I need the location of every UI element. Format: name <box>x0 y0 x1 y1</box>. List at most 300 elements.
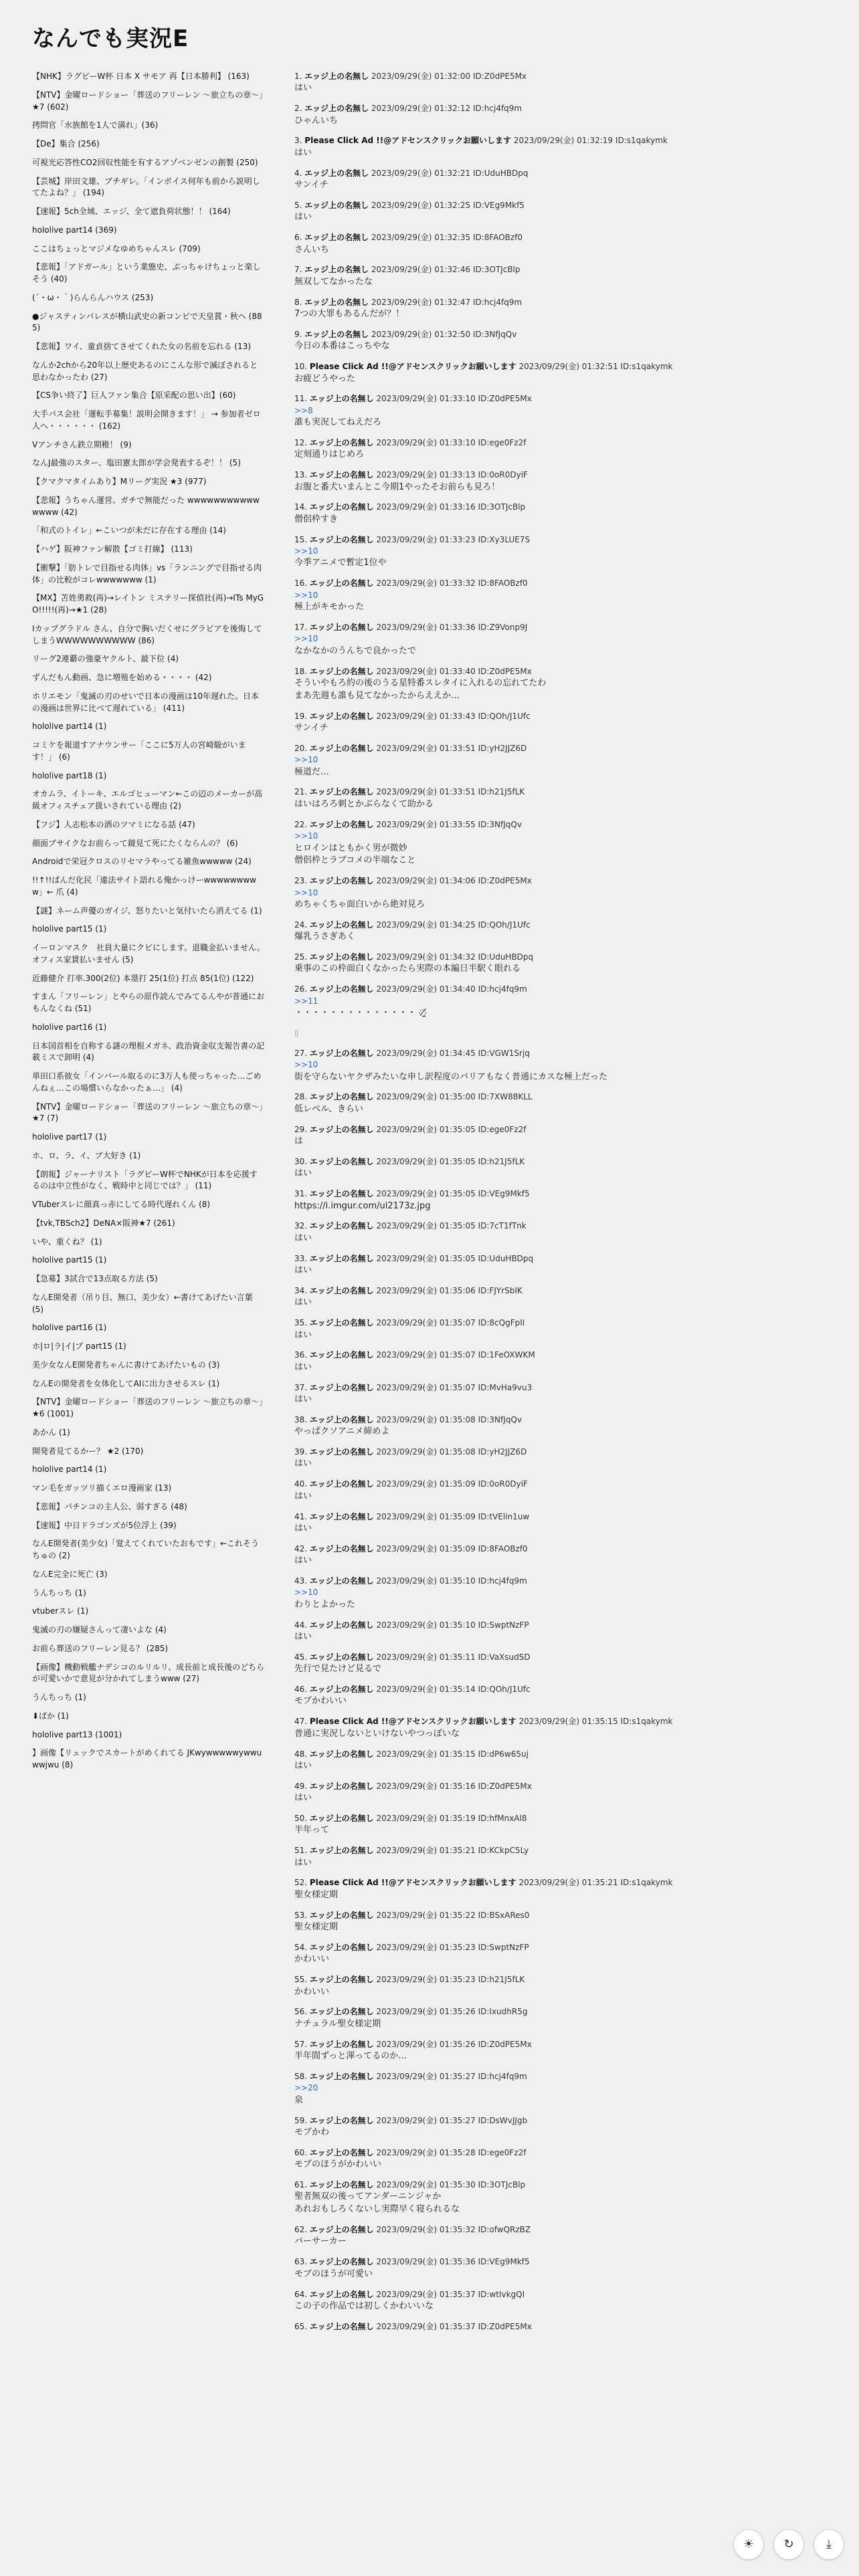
thread-link[interactable]: 【芸城】岸田文雄、ブチギレ。「インボイス何年も前から説明してたよね？」 (194) <box>32 176 260 198</box>
post-id[interactable]: ID:QOh/J1Ufc <box>478 711 531 721</box>
thread-link[interactable]: 「和式のトイレ」←こいつが未だに存在する理由 (14) <box>32 526 226 536</box>
post-number[interactable]: 2. <box>294 104 302 114</box>
post-number[interactable]: 11. <box>294 394 308 404</box>
post-number[interactable]: 30. <box>294 1156 308 1166</box>
reload-button[interactable] <box>773 2529 804 2560</box>
post-id[interactable]: ID:QOh/J1Ufc <box>478 1685 531 1695</box>
thread-link[interactable]: 日本国首相を自称する謎の理根メガネ、政治資金収支報告書の記載ミスで卸明 (4) <box>32 1041 265 1063</box>
thread-link[interactable]: !!↑!!ぱんだ化民「違法サイト語れる俺かっけーwwwwwwwww」← 爪 (4) <box>32 875 256 897</box>
post <box>294 469 830 494</box>
thread-link[interactable]: なんE開発者（吊り目、無口、美少女）←書けてあげたい言葉 (5) <box>32 1292 253 1314</box>
thread-link[interactable]: 【速報】中日ドラゴンズが5位浮上 (39) <box>32 1520 177 1530</box>
post-header <box>294 984 830 995</box>
thread-link[interactable]: すまん「フリーレン」とやらの原作読んでみてるんやが普通におもんなくね (51) <box>32 992 264 1013</box>
thread-link[interactable]: hololive part15 (1) <box>32 924 107 934</box>
thread-link[interactable]: 【衝撃】「肪トレで目指せる肉体」vs「ランニングで目指せる肉体」の比較がコレwwwwwww (1) <box>32 562 262 584</box>
post-number[interactable]: 53. <box>294 1910 308 1920</box>
post-number[interactable]: 23. <box>294 876 308 886</box>
thread-list-item <box>32 1041 265 1065</box>
thread-link[interactable]: 【NTV】金曜ロードショー「葬送のフリーレン ～旅立ちの章～」★7 (602) <box>32 90 264 112</box>
thread-link[interactable]: hololive part14 (369) <box>32 225 117 235</box>
reply-anchor-link[interactable]: >>10 <box>294 546 318 556</box>
thread-link[interactable]: 【NTV】金曜ロードショー「葬送のフリーレン ～旅立ちの章～」★7 (7) <box>32 1101 264 1123</box>
post-id[interactable]: ID:UduHBDpq <box>478 952 534 962</box>
thread-list-item <box>32 243 265 255</box>
thread-link[interactable]: なんか2chから20年以上歴史あるのにこんな形で滅ぼされると思わなかったわ (27) <box>32 360 258 382</box>
post-number[interactable]: 19. <box>294 711 308 721</box>
post-date: 2023/09/29(金) 01:32:19 <box>513 136 613 146</box>
thread-link[interactable]: 【朗報】ジャーナリスト「ラグビーW杯でNHKが日本を応援するのは中立性がなく、戦時中と同じでは？」 (11) <box>32 1169 258 1191</box>
post <box>294 1845 830 1869</box>
thread-link[interactable]: hololive part17 (1) <box>32 1132 107 1142</box>
thread-link[interactable]: なんJ最強のスター、塩田憲太郎が学会発表するぞ！！ (5) <box>32 458 241 468</box>
post-id[interactable]: ID:s1qakymk <box>620 1717 673 1727</box>
thread-link[interactable]: オカムラ、イトーキ、エルゴヒューマン←この辺のメーカーが高級オフィスチェア扱いされている理由 (2) <box>32 789 263 811</box>
thread-link[interactable]: なんE開発者(美少女)「覚えてくれていたおもです」←これそうちゅの (2) <box>32 1539 260 1560</box>
post-id[interactable]: ID:IxudhR5g <box>478 2007 528 2017</box>
thread-link[interactable]: (´・ω・｀)らんらんハウス (253) <box>32 292 154 302</box>
thread-link[interactable]: ⬇ぱか (1) <box>32 1711 69 1721</box>
post-id[interactable]: ID:VEg9Mkf5 <box>478 2257 530 2267</box>
post-id[interactable]: ID:3OTJcBlp <box>478 2179 526 2189</box>
post-number[interactable]: 37. <box>294 1382 308 1392</box>
reply-anchor-link[interactable]: >>10 <box>294 1588 318 1598</box>
post-id[interactable]: ID:SwptNzFP <box>478 1942 529 1952</box>
post-date: 2023/09/29(金) 01:35:26 <box>376 2007 476 2017</box>
post-id[interactable]: ID:s1qakymk <box>615 136 668 146</box>
post-date: 2023/09/29(金) 01:32:46 <box>371 265 471 275</box>
post-id[interactable]: ID:8FAOBzf0 <box>478 578 528 588</box>
post-header <box>294 1942 830 1953</box>
post-number[interactable]: 60. <box>294 2147 308 2157</box>
post-number[interactable]: 4. <box>294 168 302 178</box>
post-body: ナチュラル聖女様定期 <box>294 2018 381 2029</box>
post-id[interactable]: ID:3OTJcBlp <box>478 502 526 512</box>
post-date: 2023/09/29(金) 01:33:13 <box>376 470 476 480</box>
post-id[interactable]: ID:1FeOXWKM <box>478 1350 535 1360</box>
thread-link[interactable]: VTuberスレに顔真っ赤にしてる時代遅れくん (8) <box>32 1200 211 1209</box>
thread-link[interactable]: hololive part16 (1) <box>32 1022 107 1032</box>
post-number[interactable]: 6. <box>294 233 302 243</box>
thread-link[interactable]: 】画像【リュックでスカートがめくれてる JKwywwwwwywwuwwjwu (8) <box>32 1748 262 1769</box>
post-id[interactable]: ID:Xy3LUE7S <box>478 534 531 544</box>
thread-link[interactable]: ホリエモン「鬼滅の刃のせいで日本の漫画は10年遅れた。日本の漫画は世界に比べて遅れている」 (411) <box>32 691 260 713</box>
post-header <box>294 1156 830 1168</box>
post-author: エッジ上の名無し <box>304 104 369 114</box>
reply-anchor-link[interactable]: >>10 <box>294 831 318 841</box>
thread-link[interactable]: 単田口系彼女「インバール取るのに3万人も使っちゃった…ごめんねぇ…この場慣いらなかったぁ…」 (4) <box>32 1071 262 1093</box>
post-number[interactable]: 22. <box>294 819 308 829</box>
post-header <box>294 920 830 931</box>
post-author: エッジ上の名無し <box>304 200 369 210</box>
post-date: 2023/09/29(金) 01:33:43 <box>376 711 476 721</box>
thread-link[interactable]: 美少女なんE開発者ちゃんに書けてあげたいもの (3) <box>32 1360 220 1370</box>
post-id[interactable]: ID:UduHBDpq <box>472 168 529 178</box>
post-number[interactable]: 24. <box>294 920 308 930</box>
post-number[interactable]: 20. <box>294 743 308 753</box>
post-number[interactable]: 43. <box>294 1576 308 1586</box>
post-number[interactable]: 39. <box>294 1447 308 1457</box>
post-author: エッジ上の名無し <box>304 265 369 275</box>
thread-link[interactable]: hololive part15 (1) <box>32 1255 107 1265</box>
thread-link[interactable]: なんE完全に死亡 (3) <box>32 1569 108 1579</box>
thread-link[interactable]: 【謎】ネーム声優のガイジ、怒りたいと気付いたら消えてる (1) <box>32 905 262 916</box>
post-number[interactable]: 54. <box>294 1942 308 1952</box>
thread-list-item <box>32 544 265 556</box>
thread-link[interactable]: 【ハゲ】阪神ファン解散【ゴミ打線】 (113) <box>32 544 193 554</box>
thread-link[interactable]: 【CS争い終了】巨人ファン集合【原采配の思い出】(60) <box>32 391 236 401</box>
post-body: はい <box>294 1523 312 1533</box>
post-id[interactable]: ID:h21J5fLK <box>478 1156 525 1166</box>
scroll-bottom-button[interactable] <box>814 2529 844 2560</box>
post-id[interactable]: ID:tVElin1uw <box>478 1511 530 1521</box>
theme-toggle-button[interactable] <box>733 2529 764 2560</box>
post-header <box>294 786 830 798</box>
post-author: エッジ上の名無し <box>309 2179 374 2189</box>
thread-link[interactable]: 【クマクマタイムあり】Mリーグ実況 ★3 (977) <box>32 477 207 486</box>
post-id[interactable]: ID:SwptNzFP <box>478 1620 529 1630</box>
post-date: 2023/09/29(金) 01:35:09 <box>376 1511 476 1521</box>
post-number[interactable]: 36. <box>294 1350 308 1360</box>
post-id[interactable]: ID:UduHBDpq <box>478 1253 534 1263</box>
post-id[interactable]: ID:BSxARes0 <box>478 1910 530 1920</box>
post-date: 2023/09/29(金) 01:35:05 <box>376 1221 476 1231</box>
post-id[interactable]: ID:s1qakymk <box>620 362 673 372</box>
post-number[interactable]: 13. <box>294 470 308 480</box>
thread-link[interactable]: リーグ2連覇の強豪ヤクルト、最下位 (4) <box>32 654 179 664</box>
thread-link[interactable]: 【悲報】「アドガール」という業態史、ぶっちゃけちょっと楽しそう (40) <box>32 262 261 284</box>
post-number[interactable]: 29. <box>294 1124 308 1134</box>
post-number[interactable]: 1. <box>294 72 302 81</box>
post-id[interactable]: ID:ege0Fz2f <box>478 437 527 447</box>
thread-link[interactable]: hololive part14 (1) <box>32 722 107 732</box>
post-id[interactable]: ID:h21J5fLK <box>478 1975 525 1985</box>
post-id[interactable]: ID:0oR0DyiF <box>478 1479 528 1489</box>
post-id[interactable]: ID:Z9Vonp9J <box>478 622 528 632</box>
post-number[interactable]: 28. <box>294 1092 308 1102</box>
post-number[interactable]: 38. <box>294 1414 308 1424</box>
post-id[interactable]: ID:hcj4fq9m <box>472 104 522 114</box>
post-id[interactable]: ID:ege0Fz2f <box>478 1124 527 1134</box>
reply-anchor-link[interactable]: >>10 <box>294 887 318 897</box>
post-id[interactable]: ID:8FAOBzf0 <box>472 233 523 243</box>
post <box>294 2006 830 2030</box>
thread-link[interactable]: ホ|ロ|ラ|イ|ブ part15 (1) <box>32 1341 126 1351</box>
thread-link[interactable]: hololive part16 (1) <box>32 1323 107 1333</box>
thread-list-item <box>32 1378 265 1390</box>
post-number[interactable]: 35. <box>294 1318 308 1328</box>
post-header <box>294 1285 830 1297</box>
post <box>294 103 830 127</box>
post-header <box>294 952 830 963</box>
reply-anchor-link[interactable]: >>20 <box>294 2083 318 2093</box>
thread-link[interactable]: 【悲報】パチンコの主人公、弱すぎる (48) <box>32 1501 187 1511</box>
post-header <box>294 2256 830 2268</box>
post-number[interactable]: 59. <box>294 2115 308 2125</box>
thread-link[interactable]: 【De】集合 (256) <box>32 139 100 148</box>
thread-link[interactable]: 可視光応答性CO2回収性能を有するアゾベンゼンの創製 (250) <box>32 157 258 167</box>
thread-list-item <box>32 1341 265 1353</box>
post-number[interactable]: 56. <box>294 2007 308 2017</box>
post-number[interactable]: 51. <box>294 1846 308 1856</box>
thread-link[interactable]: 【急募】3試合で13点取る方法 (5) <box>32 1274 158 1283</box>
thread-link[interactable]: あかん (1) <box>32 1427 70 1437</box>
post-number[interactable]: 14. <box>294 502 308 512</box>
post-id[interactable]: ID:Z0dPE5Mx <box>478 2321 532 2331</box>
post-number[interactable]: 45. <box>294 1652 308 1662</box>
thread-link[interactable]: 【NTV】金曜ロードショー「葬送のフリーレン ～旅立ちの章～」★6 (1001) <box>32 1397 264 1418</box>
post-author: Please Click Ad !!@アドセンスクリックお願いします <box>309 1878 516 1888</box>
thread-link[interactable]: Vアンチさん鉄立期稚！ (9) <box>32 439 132 449</box>
post-author: エッジ上の名無し <box>309 1814 374 1824</box>
post <box>294 2071 830 2107</box>
post-header <box>294 1382 830 1394</box>
reply-anchor-link[interactable]: >>11 <box>294 996 318 1006</box>
thread-link[interactable]: vtuberスレ (1) <box>32 1606 89 1616</box>
post-body: かわいい <box>294 1986 330 1997</box>
thread-list-item <box>32 1322 265 1334</box>
thread-list-item <box>32 1237 265 1249</box>
post-id[interactable]: ID:3NfJqQv <box>472 329 517 339</box>
reply-anchor-link[interactable]: >>10 <box>294 590 318 600</box>
thread-link[interactable]: 【速報】5ch全域、エッジ、全て遮負荷状態！！ (164) <box>32 207 231 216</box>
post-number[interactable]: 27. <box>294 1048 308 1058</box>
thread-link[interactable]: 近藤健介 打率.300(2位) 本塁打 25(1位) 打点 85(1位) (122) <box>32 973 254 983</box>
post-number[interactable]: 16. <box>294 578 308 588</box>
post-header <box>294 1877 830 1889</box>
post-header <box>294 393 830 405</box>
post-body: はい <box>294 1555 312 1566</box>
post-number[interactable]: 3. <box>294 136 302 146</box>
post-number[interactable]: 12. <box>294 437 308 447</box>
post-number[interactable]: 58. <box>294 2071 308 2081</box>
post-header <box>294 1813 830 1824</box>
thread-link[interactable]: ●ジャスティンパレスが横山武史の新コンビで天皇賞・秋へ (885) <box>32 311 262 333</box>
reply-anchor-link[interactable]: >>8 <box>294 405 313 415</box>
post-author: エッジ上の名無し <box>309 1975 374 1985</box>
post <box>294 502 830 526</box>
post-author: エッジ上の名無し <box>309 2115 374 2125</box>
thread-link[interactable]: ホ、ロ、ラ、イ、ブ大好き (1) <box>32 1150 141 1160</box>
post-date: 2023/09/29(金) 01:32:51 <box>518 362 618 372</box>
post-id[interactable]: ID:QOh/J1Ufc <box>478 920 531 930</box>
thread-list-item <box>32 672 265 684</box>
thread-link[interactable]: 【画像】機動戦艦ナデシコのルリルリ、成長前と成長後のどちらが可愛いかで意見が分かれてしまうwww (27) <box>32 1662 265 1684</box>
post-id[interactable]: ID:MvHa9vu3 <box>478 1382 533 1392</box>
post-id[interactable]: ID:VGW1Srjq <box>478 1048 530 1058</box>
thread-link[interactable]: 【tvk,TBSch2】DeNA×阪神★7 (261) <box>32 1218 175 1228</box>
thread-link[interactable]: 顔面ブサイクなお前らって鏡見て死にたくならんの？ (6) <box>32 838 238 848</box>
post-number[interactable]: 65. <box>294 2321 308 2331</box>
post-id[interactable]: ID:wtIvkgQI <box>478 2289 525 2299</box>
thread-list-item <box>32 1643 265 1655</box>
post-number[interactable]: 49. <box>294 1781 308 1791</box>
post-header <box>294 1684 830 1695</box>
post-id[interactable]: ID:KCkpC5Ly <box>478 1846 529 1856</box>
post-number[interactable]: 5. <box>294 200 302 210</box>
post-id[interactable]: ID:Z0dPE5Mx <box>478 1781 532 1791</box>
post-date: 2023/09/29(金) 01:35:37 <box>376 2321 476 2331</box>
thread-link[interactable]: Iカップグラドル さん、自分で胸いだくせにグラビアを後悔してしまうWWWWWWWWWW (86) <box>32 623 262 645</box>
post-header <box>294 2006 830 2018</box>
post-number[interactable]: 18. <box>294 666 308 676</box>
thread-link[interactable]: hololive part18 (1) <box>32 770 107 780</box>
post-id[interactable]: ID:Z0dPE5Mx <box>478 2039 532 2049</box>
post-header <box>294 168 830 179</box>
post-id[interactable]: ID:yH2JJZ6D <box>478 743 527 753</box>
post-id[interactable]: ID:8cQgFpII <box>478 1318 525 1328</box>
post-number[interactable]: 50. <box>294 1814 308 1824</box>
post-number[interactable]: 63. <box>294 2257 308 2267</box>
thread-link[interactable]: hololive part14 (1) <box>32 1465 107 1475</box>
thread-link[interactable]: ここはちょっとマジメなゆめちゃんスレ (709) <box>32 243 201 253</box>
post-number[interactable]: 61. <box>294 2179 308 2189</box>
post-header <box>294 1253 830 1265</box>
thread-list-item <box>32 838 265 850</box>
post-body: 爆乳うさぎあく <box>294 932 356 942</box>
post-header <box>294 502 830 513</box>
post <box>294 2321 830 2333</box>
post-header <box>294 1543 830 1555</box>
post-number[interactable]: 48. <box>294 1749 308 1759</box>
post <box>294 1156 830 1180</box>
post-id[interactable]: ID:DsWvJJgb <box>478 2115 528 2125</box>
post-number[interactable]: 17. <box>294 622 308 632</box>
post-number[interactable]: 8. <box>294 297 302 307</box>
reply-anchor-link[interactable]: >>10 <box>294 755 318 765</box>
post-number[interactable]: 57. <box>294 2039 308 2049</box>
post-body: はいはろろ刺とかぶらなくて助かる <box>294 798 434 809</box>
thread-link[interactable]: 【フジ】人志松本の酒のツマミになる話 (47) <box>32 819 195 829</box>
post-number[interactable]: 55. <box>294 1975 308 1985</box>
post-id[interactable]: ID:hfMnxAl8 <box>478 1814 527 1824</box>
thread-link[interactable]: イーロンマスク 社員大量にクビにします。退職金払いません。オフィス家賃払いません (5) <box>32 943 265 964</box>
thread-list-item <box>32 740 265 764</box>
post-author: エッジ上の名無し <box>309 578 374 588</box>
post <box>294 622 830 658</box>
thread-link[interactable]: 【MX】苫姓勇救(再)→レイトン ミステリー探偵社(再)→ITs MyGO!!!!!(再)→★1 (28) <box>32 593 264 615</box>
post-number[interactable]: 46. <box>294 1685 308 1695</box>
post-body: 泉 <box>294 2095 304 2105</box>
post-id[interactable]: ID:3NfJqQv <box>478 1414 522 1424</box>
thread-link[interactable]: いや、重くね？ (1) <box>32 1237 102 1247</box>
post-id[interactable]: ID:hcj4fq9m <box>478 984 527 994</box>
thread-link[interactable]: 【NHK】ラグビーW杯 日本 X サモア 再【日本勝利】 (163) <box>32 72 250 81</box>
post-id[interactable]: ID:7cT1fTnk <box>478 1221 527 1231</box>
post-id[interactable]: ID:hcj4fq9m <box>472 297 522 307</box>
post <box>294 1576 830 1612</box>
post-id[interactable]: ID:ege0Fz2f <box>478 2147 527 2157</box>
post-number[interactable]: 15. <box>294 534 308 544</box>
post-number[interactable]: 42. <box>294 1543 308 1553</box>
post <box>294 329 830 353</box>
post-body: 乗事のこの枠面白くなかったら実際の本編日半駅く眼れる <box>294 964 521 974</box>
post-id[interactable]: ID:FJYrSbIK <box>478 1285 522 1295</box>
reply-anchor-link[interactable]: >>10 <box>294 1060 318 1070</box>
post-id[interactable]: ID:yH2JJZ6D <box>478 1447 527 1457</box>
thread-link[interactable]: 大手パス会社「運転手募集！説明会開きます！」 → 参加者ゼロ人へ・・・・・・ (162) <box>32 409 261 431</box>
post-id[interactable]: ID:VEg9Mkf5 <box>472 200 524 210</box>
post-id[interactable]: ID:Z0dPE5Mx <box>478 394 532 404</box>
post-id[interactable]: ID:dP6w65uj <box>478 1749 529 1759</box>
post-date: 2023/09/29(金) 01:35:15 <box>518 1717 618 1727</box>
post-author: エッジ上の名無し <box>309 819 374 829</box>
post-id[interactable]: ID:7XW88KLL <box>478 1092 533 1102</box>
post-id[interactable]: ID:Z0dPE5Mx <box>472 72 527 81</box>
post-number[interactable]: 34. <box>294 1285 308 1295</box>
thread-link[interactable]: hololive part13 (1001) <box>32 1729 122 1739</box>
post-id[interactable]: ID:Z0dPE5Mx <box>478 666 532 676</box>
post-number[interactable]: 41. <box>294 1511 308 1521</box>
post-id[interactable]: ID:hcj4fq9m <box>478 2071 527 2081</box>
thread-link[interactable]: なんEの開発者を女体化してAIに出力させるスレ (1) <box>32 1378 220 1388</box>
post <box>294 1543 830 1568</box>
post-header <box>294 1350 830 1361</box>
post <box>294 393 830 429</box>
thread-link[interactable]: 【悲報】ワイ、童貞捨てさせてくれた女の名前を忘れる (13) <box>32 342 252 351</box>
post-number[interactable]: 9. <box>294 329 302 339</box>
post-id[interactable]: ID:h21J5fLK <box>478 787 525 797</box>
post-number[interactable]: 32. <box>294 1221 308 1231</box>
post-number[interactable]: 10. <box>294 362 308 372</box>
post-header <box>294 437 830 449</box>
post-author: エッジ上の名無し <box>309 1685 374 1695</box>
post-id[interactable]: ID:0oR0DyiF <box>478 470 528 480</box>
post-number[interactable]: 21. <box>294 787 308 797</box>
post-date: 2023/09/29(金) 01:35:26 <box>376 2039 476 2049</box>
post-number[interactable]: 62. <box>294 2225 308 2235</box>
thread-link[interactable]: うんちっち (1) <box>32 1693 86 1702</box>
post-id[interactable]: ID:ofwQRzBZ <box>478 2225 531 2235</box>
thread-link[interactable]: ずんだもん動画、急に増殖を始める・・・・ (42) <box>32 673 212 682</box>
post-author: エッジ上の名無し <box>309 1652 374 1662</box>
post-id[interactable]: ID:8FAOBzf0 <box>478 1543 528 1553</box>
post-number[interactable]: 33. <box>294 1253 308 1263</box>
post-id[interactable]: ID:3OTJcBlp <box>472 265 520 275</box>
post-number[interactable]: 25. <box>294 952 308 962</box>
post-id[interactable]: ID:hcj4fq9m <box>478 1576 527 1586</box>
post-number[interactable]: 47. <box>294 1717 308 1727</box>
post-id[interactable]: ID:Z0dPE5Mx <box>478 876 532 886</box>
post-body: めちゃくちゃ面白いから絶対見ろ <box>294 899 425 909</box>
thread-link[interactable]: お前ら葬送のフリーレン見る？ (285) <box>32 1643 169 1653</box>
thread-list-item <box>32 924 265 936</box>
post-id[interactable]: ID:3NfJqQv <box>478 819 522 829</box>
thread-link[interactable]: 鬼滅の刃の嫌疑さんって凄いよな (4) <box>32 1625 167 1634</box>
thread-link[interactable]: マン毛をガッツリ描くエロ漫画家 (13) <box>32 1483 172 1493</box>
post-number[interactable]: 40. <box>294 1479 308 1489</box>
thread-link[interactable]: コミケを報道すアナウンサー「ここに5万人の宮崎駿がいます！」 (6) <box>32 740 246 762</box>
thread-link[interactable]: 【悲報】うちゃん運営、ガチで無能だった wwwwwwwwwwwwwww (42) <box>32 495 260 517</box>
thread-link[interactable]: 拷問官「水族館を1人で満れ」(36) <box>32 120 159 130</box>
post-number[interactable]: 7. <box>294 265 302 275</box>
reply-anchor-link[interactable]: >>10 <box>294 634 318 644</box>
thread-list-item <box>32 1569 265 1581</box>
thread-link[interactable]: Androidで栄冠クロスのリセマラやってる雑魚wwwww (24) <box>32 857 252 867</box>
post-number[interactable]: 26. <box>294 984 308 994</box>
post-number[interactable]: 52. <box>294 1878 308 1888</box>
post-number[interactable]: 44. <box>294 1620 308 1630</box>
thread-list-item <box>32 770 265 782</box>
post-number[interactable]: 64. <box>294 2289 308 2299</box>
thread-link[interactable]: うんちっち (1) <box>32 1588 86 1598</box>
post-id[interactable]: ID:VaXsudSD <box>478 1652 531 1662</box>
post-id[interactable]: ID:s1qakymk <box>620 1878 673 1888</box>
post <box>294 1124 830 1148</box>
thread-link[interactable]: 開発者見てるかー？ ★2 (170) <box>32 1446 144 1456</box>
post-number[interactable]: 31. <box>294 1189 308 1199</box>
post-id[interactable]: ID:VEg9Mkf5 <box>478 1189 530 1199</box>
